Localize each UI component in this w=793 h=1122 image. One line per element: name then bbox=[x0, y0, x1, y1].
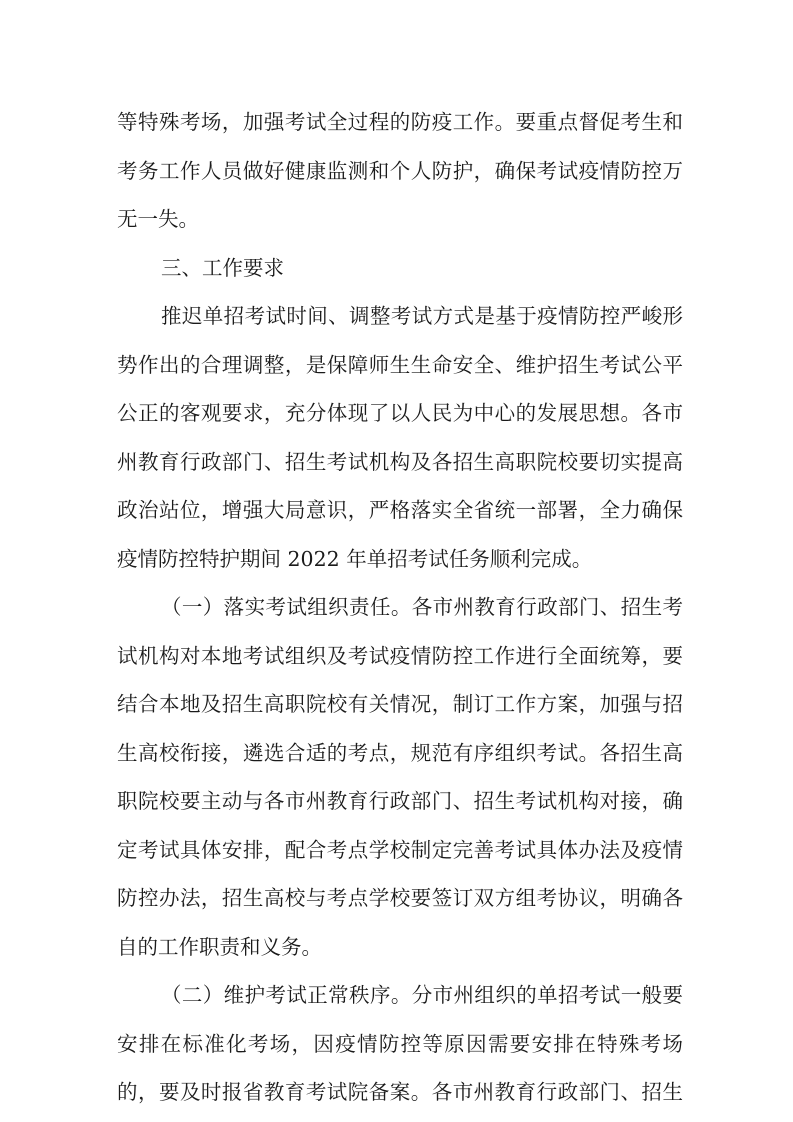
text-line: 防控办法，招生高校与考点学校要签订双方组考协议，明确各 bbox=[117, 886, 683, 910]
text-line: 试机构对本地考试组织及考试疫情防控工作进行全面统筹，要 bbox=[117, 643, 683, 668]
text-line: 自的工作职责和义务。 bbox=[117, 934, 322, 959]
text-line: 公正的客观要求，充分体现了以人民为中心的发展思想。各市 bbox=[117, 401, 683, 425]
text-line: 定考试具体安排，配合考点学校制定完善考试具体办法及疫情 bbox=[117, 837, 683, 862]
text-line: 无一失。 bbox=[117, 207, 199, 231]
body-text bbox=[117, 98, 683, 1117]
text-line: 职院校要主动与各市州教育行政部门、招生考试机构对接，确 bbox=[117, 789, 683, 813]
subsection-line: （一）落实考试组织责任。各市州教育行政部门、招生考 bbox=[161, 595, 683, 619]
text-line: 考务工作人员做好健康监测和个人防护，确保考试疫情防控万 bbox=[117, 158, 683, 183]
text-line: 势作出的合理调整，是保障师生生命安全、维护招生考试公平 bbox=[117, 352, 683, 377]
text-line: 疫情防控特护期间 2022 年单招考试任务顺利完成。 bbox=[117, 546, 593, 571]
text-line: 生高校衔接，遴选合适的考点，规范有序组织考试。各招生高 bbox=[117, 740, 683, 765]
subsection-line: （二）维护考试正常秩序。分市州组织的单招考试一般要 bbox=[161, 983, 683, 1007]
text-line: 等特殊考场，加强考试全过程的防疫工作。要重点督促考生和 bbox=[117, 110, 683, 134]
text-line: 推迟单招考试时间、调整考试方式是基于疫情防控严峻形 bbox=[161, 304, 683, 328]
text-line: 政治站位，增强大局意识，严格落实全省统一部署，全力确保 bbox=[117, 498, 683, 522]
section-heading: 三、工作要求 bbox=[161, 255, 284, 280]
text-line: 的，要及时报省教育考试院备案。各市州教育行政部门、招生 bbox=[117, 1080, 683, 1104]
text-line: 安排在标准化考场，因疫情防控等原因需要安排在特殊考场 bbox=[117, 1031, 683, 1056]
text-line: 州教育行政部门、招生考试机构及各招生高职院校要切实提高 bbox=[117, 449, 683, 474]
text-line: 结合本地及招生高职院校有关情况，制订工作方案，加强与招 bbox=[117, 692, 683, 716]
